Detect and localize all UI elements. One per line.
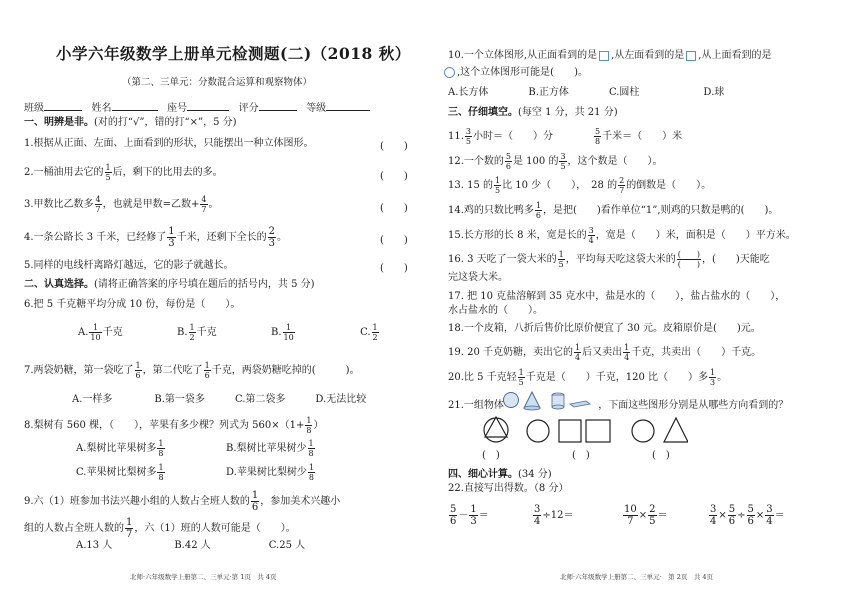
section-4-heading [448, 468, 552, 482]
field-grade-blank[interactable] [326, 100, 370, 111]
q7-option-a[interactable]: A.一样多 [72, 394, 113, 405]
q21-answer-1[interactable]: ( ) [482, 450, 500, 461]
q4-text-a: 4.一条公路长 3 千米，已经修了 [24, 232, 167, 243]
calc-4-eq: ＝ [774, 510, 785, 521]
question-8 [24, 416, 323, 435]
q10-text-a: 10.一个立体图形,从正面看到的是 [448, 50, 598, 61]
q6-option-a-label[interactable]: A. [78, 327, 89, 338]
answer-paren-5[interactable]: ( ) [380, 263, 408, 274]
q13-text-c: 的倒数是（ ）。 [626, 180, 712, 191]
q15-text-a: 15.长方形的长 8 米，宽是长的 [448, 230, 587, 241]
q21-text-a: 21.一组物体 [448, 400, 504, 411]
q8-option-d[interactable]: D.苹果树比梨树少 $\frac{1}{8}$ [226, 463, 314, 482]
fraction-1-3-c: $\frac{1}{3}$ [470, 504, 477, 527]
fraction-1-6-b: $\frac{1}{6}$ [204, 361, 210, 380]
calc-1 [448, 504, 489, 527]
q8-option-c[interactable]: C.苹果树比梨树多 $\frac{1}{8}$ [76, 463, 164, 482]
q12-text-a: 12.一个数的 [448, 156, 504, 167]
q13-text-a: 13. 15 的 [448, 180, 493, 191]
question-17-line-2: 水占盐水的（ ）。 [448, 305, 543, 316]
question-11 [448, 127, 682, 146]
fraction-1-10-b: $\frac{1}{10}$ [283, 323, 294, 342]
fraction-5-6: $\frac{5}{6}$ [505, 152, 511, 171]
fraction-3-4: $\frac{3}{4}$ [588, 226, 594, 245]
question-16-line-2: 完这袋大米。 [448, 272, 508, 283]
q2-text-a: 2.一桶油用去它的 [24, 167, 104, 178]
q21-text-b: ，下面这些图形分别是从哪些方向看到的？ [598, 400, 789, 411]
q6-option-b-label[interactable]: B. [176, 327, 188, 338]
q4-text-b: 千米，还剩下全长的 [176, 232, 267, 243]
answer-paren-3[interactable]: ( ) [380, 203, 408, 214]
q15-text-b: ，宽是（ ）米，面积是（ ）平方米。 [595, 230, 796, 241]
q10-text-c: ,从上面看到的是 [698, 50, 772, 61]
question-5: 5.同样的电线杆离路灯越远，它的影子就越长。 [24, 260, 234, 271]
fraction-3-5: $\frac{3}{5}$ [465, 127, 471, 146]
fraction-1-3: $\frac{1}{3}$ [168, 226, 175, 249]
q10-text-b: ,从左面看到的是 [611, 50, 685, 61]
question-18: 18.一个皮箱，八折后售价比原价便宜了 30 元。皮箱原价是( )元。 [448, 323, 761, 334]
q7-text-b: ，第二代吃了 [142, 365, 203, 376]
section-2-heading [24, 278, 315, 292]
fraction-1-8-a: $\frac{1}{8}$ [158, 439, 164, 458]
answer-paren-1[interactable]: ( ) [380, 141, 408, 152]
fraction-1-5-b: $\frac{1}{5}$ [495, 176, 501, 195]
q9-text-a: 9.六（1）班参加书法兴趣小组的人数占全班人数的 [24, 496, 250, 507]
q9-option-a[interactable]: A.13 人 [76, 540, 113, 551]
calc-2-op: ÷12＝ [542, 510, 574, 521]
view-shapes-icon [478, 412, 688, 448]
page-footer-1: 北师·六年级数学上册第二、三单元·第 1页 共 4页 [130, 573, 277, 581]
page-subtitle: （第二、三单元：分数混合运算和观察物体） [122, 77, 313, 88]
fraction-3-4-b: $\frac{3}{4}$ [534, 504, 541, 527]
q11-num: 11. [448, 131, 464, 142]
fraction-1-6: $\frac{1}{6}$ [135, 361, 141, 380]
q21-answer-3[interactable]: ( ) [652, 450, 670, 461]
fraction-1-8: $\frac{1}{8}$ [306, 416, 312, 435]
q8-text: 8.梨树有 560 棵，（ ），苹果有多少棵？列式为 560×（1+ [24, 420, 305, 431]
question-9-line-2 [24, 517, 296, 540]
q7-text-c: 千克，两袋奶糖吃掉的( )。 [211, 365, 360, 376]
field-name-blank[interactable] [112, 100, 158, 111]
fraction-5-6-c: $\frac{5}{6}$ [728, 504, 736, 527]
q14-text-b: ，是把( )看作单位“1”,则鸡的只数是鸭的( )。 [543, 205, 779, 216]
student-fields [24, 100, 370, 116]
q21-answer-2[interactable]: ( ) [572, 450, 590, 461]
answer-paren-2[interactable]: ( ) [380, 171, 408, 182]
question-15 [448, 226, 796, 245]
calc-3-op: × [638, 510, 648, 521]
q6-option-a-unit: 千克 [102, 327, 123, 338]
q10-option-c[interactable]: C.圆柱 [608, 87, 640, 98]
q7-option-c[interactable]: C.第二袋多 [234, 394, 286, 405]
fraction-1-3-b: $\frac{1}{3}$ [709, 368, 716, 387]
q12-text-b: 是 100 的 [513, 156, 559, 167]
fraction-1-8-d: $\frac{1}{8}$ [308, 463, 314, 482]
fraction-1-6-c: $\frac{1}{6}$ [251, 490, 259, 513]
field-class-label: 班级 [24, 103, 44, 114]
q9-text-b: ，参加美术兴趣小 [260, 496, 341, 507]
calc-4-op-3: × [755, 510, 765, 521]
q3-text-a: 3.甲数比乙数多 [24, 199, 94, 210]
section-4-note: (34 分) [518, 469, 552, 480]
fraction-1-5: $\frac{1}{5}$ [105, 163, 111, 182]
page-title: 小学六年级数学上册单元检测题(二)（2018 秋） [56, 44, 411, 63]
q16-text-c: ，( )天能吃 [701, 254, 770, 265]
q6-option-c-label[interactable]: C. [360, 327, 371, 338]
side-view-square-icon [686, 51, 696, 61]
calc-1-op: － [458, 510, 469, 521]
fraction-2-3: $\frac{2}{3}$ [268, 226, 276, 249]
top-view-circle-icon [444, 67, 455, 78]
question-3 [24, 195, 219, 214]
q19-text-a: 19. 20 千克奶糖，卖出它的 [448, 347, 573, 358]
q6-option-b-unit: 千克 [196, 327, 217, 338]
q13-text-b: 比 10 少（ ）， 28 的 [502, 180, 618, 191]
fraction-blank[interactable]: $\frac{( )}{( )}$ [677, 250, 700, 269]
calc-2 [532, 504, 573, 527]
question-9-line-1 [24, 490, 340, 513]
question-2 [24, 163, 223, 182]
q9-option-b[interactable]: B.42 人 [174, 540, 211, 551]
fraction-4-7-b: $\frac{4}{7}$ [201, 195, 207, 214]
fraction-1-4: $\frac{1}{4}$ [575, 343, 581, 362]
question-7 [24, 361, 360, 380]
field-seat-label: 座号 [167, 103, 188, 114]
q2-text-b: 后，剩下的比用去的多。 [112, 167, 223, 178]
q20-text-c: 。 [717, 372, 728, 383]
q11-text-c: 千米＝（ ）米 [602, 131, 683, 142]
q9-option-c[interactable]: C.25 人 [268, 540, 306, 551]
section-2-title: 二、认真选择。 [24, 279, 94, 290]
q6-options [78, 323, 380, 342]
question-6: 6.把 5 千克糖平均分成 10 份，每份是（ ）。 [24, 299, 241, 310]
fraction-1-8-c: $\frac{1}{8}$ [158, 463, 164, 482]
answer-paren-4[interactable]: ( ) [380, 235, 408, 246]
section-1-note: (对的打“√”，错的打“×”，5 分) [94, 117, 237, 128]
fraction-1-5-c: $\frac{1}{5}$ [558, 250, 564, 269]
q20-text-b: 千克是（ ）千克，120 比（ ）多 [525, 372, 708, 383]
fraction-1-6-d: $\frac{1}{6}$ [535, 201, 541, 220]
q9-text-c: 组的人数占全班人数的 [24, 523, 124, 534]
question-22: 22.直接写出得数。（8 分） [448, 483, 569, 494]
question-14 [448, 201, 778, 220]
calc-1-eq: ＝ [478, 510, 489, 521]
fraction-4-7: $\frac{4}{7}$ [95, 195, 101, 214]
q10-option-a[interactable]: A.长方体 [448, 87, 489, 98]
q6-option-b2-label[interactable]: B. [270, 327, 282, 338]
fraction-3-5-b: $\frac{3}{5}$ [560, 152, 566, 171]
fraction-1-8-b: $\frac{1}{8}$ [308, 439, 314, 458]
q3-text-b: ，也就是甲数=乙数+ [102, 199, 200, 210]
question-4 [24, 226, 287, 249]
q19-text-b: 后又卖出 [582, 347, 623, 358]
q10-text-d: ,这个立体图形可能是( )。 [457, 67, 588, 78]
q8-option-b[interactable]: B.梨树比苹果树少 $\frac{1}{8}$ [226, 439, 314, 458]
q7-option-b[interactable]: B.第一袋多 [154, 394, 205, 405]
question-1: 1.根据从正面、左面、上面看到的形状，只能摆出一种立体图形。 [24, 138, 314, 149]
q19-text-c: 千克，共卖出（ ）千克。 [631, 347, 762, 358]
question-16-line-1 [448, 250, 770, 269]
q7-option-d[interactable]: D.无法比较 [315, 394, 367, 405]
q11-text-b: 小时＝（ ）分 [473, 131, 553, 142]
q3-text-c: 。 [208, 199, 219, 210]
field-name-label: 姓名 [91, 103, 112, 114]
section-2-note: (请将正确答案的序号填在题后的括号内，共 5 分) [94, 279, 315, 290]
section-3-title: 三、仔细填空。 [448, 107, 518, 118]
fraction-1-10: $\frac{1}{10}$ [90, 323, 101, 342]
section-3-note: (每空 1 分，共 21 分) [518, 107, 618, 118]
calc-4-op-1: × [718, 510, 727, 521]
section-3-heading [448, 106, 618, 120]
q4-text-c: 。 [277, 232, 288, 243]
field-class-blank[interactable] [44, 100, 82, 111]
front-view-square-icon [599, 51, 609, 61]
fraction-5-6-b: $\frac{5}{6}$ [450, 504, 457, 527]
section-1-heading [24, 116, 237, 130]
question-10-line-1 [448, 49, 771, 63]
question-10-line-2 [444, 66, 588, 80]
page-right [432, 0, 860, 595]
q12-text-c: ，这个数是（ ）。 [567, 156, 663, 167]
q8-text-end: ） [313, 420, 324, 431]
q16-text-a: 16. 3 天吃了一袋大米的 [448, 254, 557, 265]
question-17-line-1: 17. 把 10 克盐溶解到 35 克水中，盐是水的（ ），盐占盐水的（ ）， [448, 291, 786, 302]
calc-4-op-2: ÷ [737, 510, 746, 521]
q9-options [76, 539, 305, 553]
q9-text-d: ，六（1）班的人数可能是（ ）。 [134, 523, 296, 534]
fraction-1-7: $\frac{1}{7}$ [126, 517, 133, 540]
section-1-title: 一、明辨是非。 [24, 117, 94, 128]
object-group-icon [502, 389, 592, 411]
fraction-3-4-d: $\frac{3}{4}$ [766, 504, 773, 527]
question-19 [448, 343, 761, 362]
q8-option-a[interactable]: A.梨树比苹果树多 $\frac{1}{8}$ [76, 439, 164, 458]
calc-4 [708, 504, 785, 527]
q7-text-a: 7.两袋奶糖，第一袋吃了 [24, 365, 134, 376]
fraction-2-5: $\frac{2}{5}$ [649, 504, 656, 527]
page-footer-2: 北师·六年级数学上册第二、三单元· 第 2页 共 4页 [560, 573, 714, 581]
field-grade-label: 等级 [306, 103, 327, 114]
fraction-1-5-d: $\frac{1}{5}$ [518, 368, 524, 387]
question-12 [448, 152, 663, 171]
q10-options [448, 86, 724, 100]
section-4-title: 四、细心计算。 [448, 469, 518, 480]
fraction-3-4-c: $\frac{3}{4}$ [710, 504, 717, 527]
question-21 [448, 394, 788, 413]
fraction-1-4-b: $\frac{1}{4}$ [624, 343, 630, 362]
fraction-5-6-d: $\frac{5}{6}$ [747, 504, 754, 527]
field-score-blank[interactable] [259, 100, 297, 111]
fraction-10-7: $\frac{10}{7}$ [624, 504, 637, 527]
question-13 [448, 176, 711, 195]
q10-option-d[interactable]: D.球 [703, 87, 725, 98]
field-score-label: 评分 [238, 103, 259, 114]
fraction-1-2: $\frac{1}{2}$ [189, 323, 195, 342]
field-seat-blank[interactable] [187, 100, 229, 111]
calc-3 [622, 504, 668, 527]
q20-text-a: 20.比 5 千克轻 [448, 372, 517, 383]
q7-options [72, 393, 366, 407]
fraction-2-7: $\frac{2}{7}$ [619, 176, 625, 195]
q16-text-b: ，平均每天吃这袋大米的 [565, 254, 676, 265]
fraction-1-2-b: $\frac{1}{2}$ [372, 323, 378, 342]
calc-3-eq: ＝ [657, 510, 668, 521]
fraction-5-8: $\frac{5}{8}$ [595, 127, 601, 146]
q14-text-a: 14.鸡的只数比鸭多 [448, 205, 534, 216]
question-20 [448, 368, 727, 387]
q10-option-b[interactable]: B.正方体 [528, 87, 569, 98]
